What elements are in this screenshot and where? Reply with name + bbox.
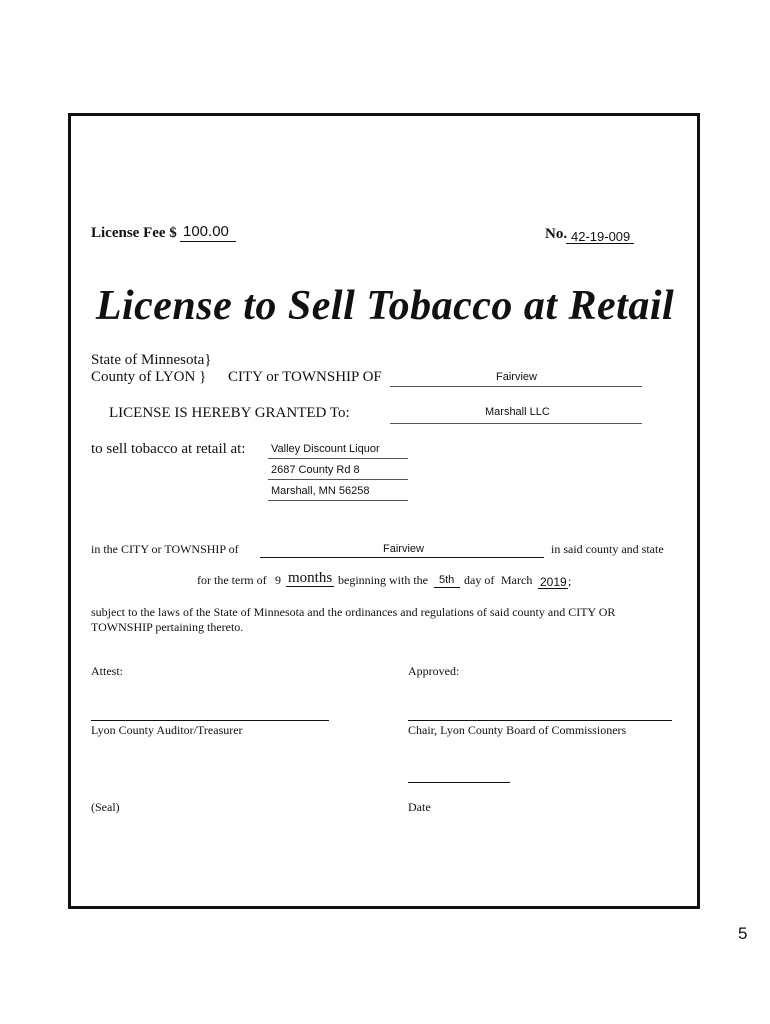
date-line [408,782,510,783]
license-fee-line [180,241,236,242]
start-month: March [501,573,533,587]
term-unit: months [288,570,333,586]
day-of-label: day of [464,573,495,587]
subject-to-laws-text: subject to the laws of the State of Minnesota and the ordinances and regulations of said county and CITY OR TOWNSHIP pertaining thereto. [91,605,616,634]
chair-label: Chair, Lyon County Board of Commissioners [408,723,627,737]
date-label: Date [408,800,431,814]
address-line-2-rule [268,479,408,480]
address-line-3-rule [268,500,408,501]
term-prefix: for the term of [197,573,267,587]
state-line: State of Minnesota} [91,352,212,368]
start-year: 2019 [540,575,567,589]
chair-signature-line [408,720,672,721]
seal-label: (Seal) [91,800,120,814]
document-title: License to Sell Tobacco at Retail [95,283,675,329]
start-day-line [434,587,460,588]
grantee-line [390,423,642,424]
term-number: 9 [275,573,281,587]
start-year-line [538,588,568,589]
auditor-signature-line [91,720,329,721]
grantee-value: Marshall LLC [485,406,550,418]
attest-label: Attest: [91,664,123,678]
auditor-label: Lyon County Auditor/Treasurer [91,723,243,737]
term-unit-line [286,586,334,587]
in-city-township-value: Fairview [383,543,424,555]
county-line: County of LYON } [91,369,207,385]
beginning-label: beginning with the [338,573,428,587]
license-number-line [566,243,634,244]
approved-label: Approved: [408,664,460,678]
address-line-1: Valley Discount Liquor [271,443,380,455]
license-number-value: 42-19-009 [571,229,631,244]
in-city-township-label: in the CITY or TOWNSHIP of [91,542,239,556]
city-township-value: Fairview [496,371,537,383]
address-line-1-rule [268,458,408,459]
said-county-state-text: in said county and state [551,542,664,556]
address-line-3: Marshall, MN 56258 [271,485,370,497]
retail-location-label: to sell tobacco at retail at: [91,441,246,457]
term-end-punct: ; [568,574,572,588]
in-city-township-line [260,557,544,558]
granted-to-label: LICENSE IS HEREBY GRANTED To: [109,405,350,421]
city-township-line [390,386,642,387]
license-number-label: No. [545,226,568,242]
city-township-label: CITY or TOWNSHIP OF [228,369,382,385]
license-fee-value: 100.00 [183,223,229,240]
license-fee-label: License Fee $ [91,225,177,241]
start-day: 5th [439,574,455,586]
page-number: 5 [738,924,748,943]
address-line-2: 2687 County Rd 8 [271,464,360,476]
